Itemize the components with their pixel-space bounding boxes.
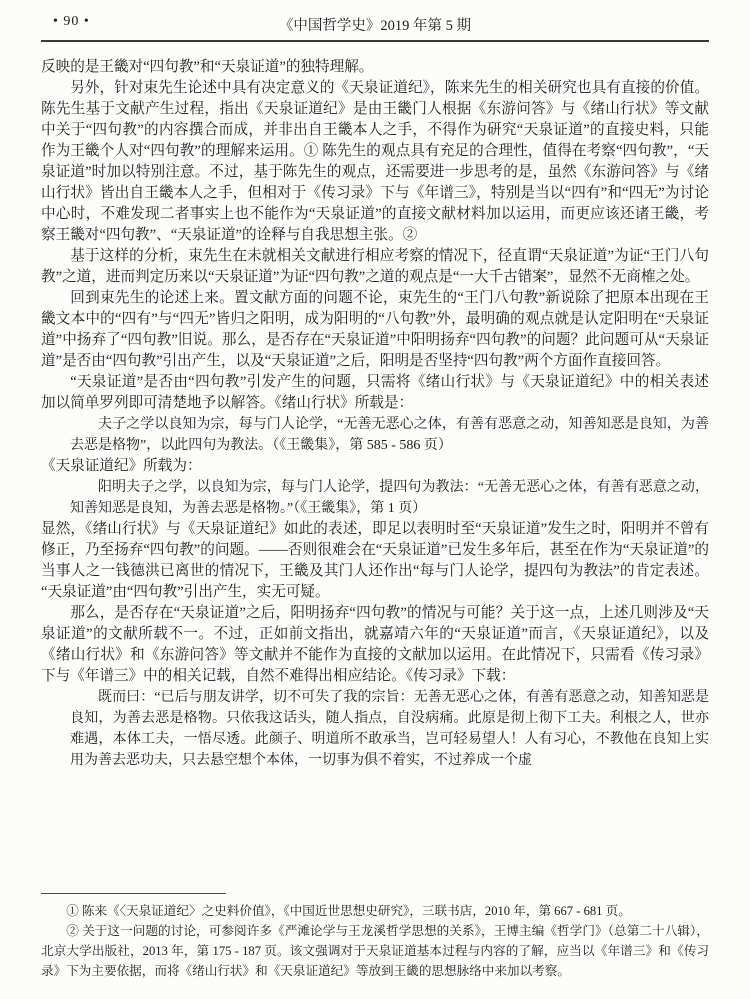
paragraph: 那么，是否存在“天泉证道”之后，阳明扬弃“四句教”的情况与可能？关于这一点，上述几则涉及“天泉证道”的文献所载不一。不过，正如前文指出，就嘉靖六年的“天泉证道”而言，《天泉证道纪》，以及《绪山行状》和《东游问答》等文献并不能作为直接的文献加以运用。在此情况下，只需看《传习录》下与《年谱三》中的相关记载，自然不难得出相应结论。《传习录》下载： <box>41 605 709 684</box>
paragraph: 显然，《绪山行状》与《天泉证道纪》如此的表述，即足以表明时至“天泉证道”发生之时，阳明并不曾有修正，乃至扬弃“四句教”的问题。——否则很难会在“天泉证道”已发生多年后，甚至在作为“天泉证道”的当事人之一钱德洪已离世的情况下，王畿及其门人还作出“每与门人论学，提四句为教法”的肯定表述。“天泉证道”由“四句教”引出产生，实无可疑。 <box>41 521 709 600</box>
block-quote: 既而曰：“已后与朋友讲学，切不可失了我的宗旨：无善无恶心之体，有善有恶意之动，知善知恶是良知，为善去恶是格物。只依我这话头，随人指点，自没病痛。此原是彻上彻下工夫。利根之人，世亦难遇，本体工夫，一悟尽透。此颜子、明道所不敢承当，岂可轻易望人！人有习心，不教他在良知上实用为善去恶功夫，只去悬空想个本体，一切事为俱不着实，不过养成一个虚 <box>70 690 709 768</box>
paragraph: “天泉证道”是否由“四句教”引发产生的问题，只需将《绪山行状》与《天泉证道纪》中的相关表述加以简单罗列即可清楚地予以解答。《绪山行状》所载是： <box>41 374 709 411</box>
footnote-area <box>41 893 709 981</box>
block-quote: 阳明夫子之学，以良知为宗，每与门人论学，提四句为教法：“无善无恶心之体，有善有恶意之动，知善知恶是良知，为善去恶是格物。”（《王畿集》，第 1 页） <box>70 480 709 516</box>
paragraph: 回到束先生的论述上来。置文献方面的问题不论，束先生的“王门八句教”新说除了把原本出现在王畿文本中的“四有”与“四无”皆归之阳明，成为阳明的“八句教”外，最明确的观点就是认定阳明在“天泉证道”中扬弃了“四句教”旧说。那么，是否存在“天泉证道”中阳明扬弃“四句教”的问题？此问题可从“天泉证道”是否由“四句教”引出产生，以及“天泉证道”之后，阳明是否坚持“四句教”两个方面作直接回答。 <box>41 290 709 369</box>
footnote: ① 陈来《〈天泉证道纪〉之史料价值》，《中国近世思想史研究》，三联书店，2010 年，第 667 - 681 页。 <box>66 904 631 918</box>
page-header <box>41 12 709 42</box>
paragraph-continuation: 反映的是王畿对“四句教”和“天泉证道”的独特理解。 <box>41 59 374 75</box>
block-quote: 夫子之学以良知为宗，每与门人论学，“无善无恶心之体，有善有恶意之动，知善知恶是良知，为善去恶是格物”，以此四句为教法。（《王畿集》，第 585 - 586 页） <box>70 417 709 453</box>
footnote-separator <box>41 893 226 894</box>
footnote: ② 关于这一问题的讨论，可参阅许多《严滩论学与王龙溪哲学思想的关系》，王博主编《哲学门》（总第二十八辑），北京大学出版社，2013 年，第 175 - 187 页。该文强调对于天泉证道基本过程与内容的了解，应当以《年谱三》和《传习录》下为主要依据，而将《绪山行状》和《天泉证道纪》等放到王畿的思想脉络中来加以考察。 <box>41 924 709 978</box>
page-number: • 90 • <box>53 14 90 29</box>
paragraph: 基于这样的分析，束先生在未就相关文献进行相应考察的情况下，径直谓“天泉证道”为证“王门八句教”之道，进而判定历来以“天泉证道”为证“四句教”之道的观点是“一大千古错案”，显然不无商榷之处。 <box>41 248 709 285</box>
paragraph: 《天泉证道纪》所载为： <box>41 458 202 474</box>
paragraph: 另外，针对束先生论述中具有决定意义的《天泉证道纪》，陈来先生的相关研究也具有直接的价值。陈先生基于文献产生过程，指出《天泉证道纪》是由王畿门人根据《东游问答》与《绪山行状》等文献中关于“四句教”的内容撰合而成，并非出自王畿本人之手，不得作为研究“天泉证道”的直接史料，只能作为王畿个人对“四句教”的理解来运用。① 陈先生的观点具有充足的合理性，值得在考察“四句教”，“天泉证道”时加以特别注意。不过，基于陈先生的观点，还需要进一步思考的是，虽然《东游问答》与《绪山行状》皆出自王畿本人之手，但相对于《传习录》下与《年谱三》，特别是当以“四有”和“四无”为讨论中心时，不难发现二者事实上也不能作为“天泉证道”的直接文献材料加以运用，而更应该还诸王畿，考察王畿对“四句教”、“天泉证道”的诠释与自我思想主张。② <box>41 80 709 243</box>
journal-title: 《中国哲学史》2019 年第 5 期 <box>278 18 472 34</box>
article-body <box>41 57 709 771</box>
